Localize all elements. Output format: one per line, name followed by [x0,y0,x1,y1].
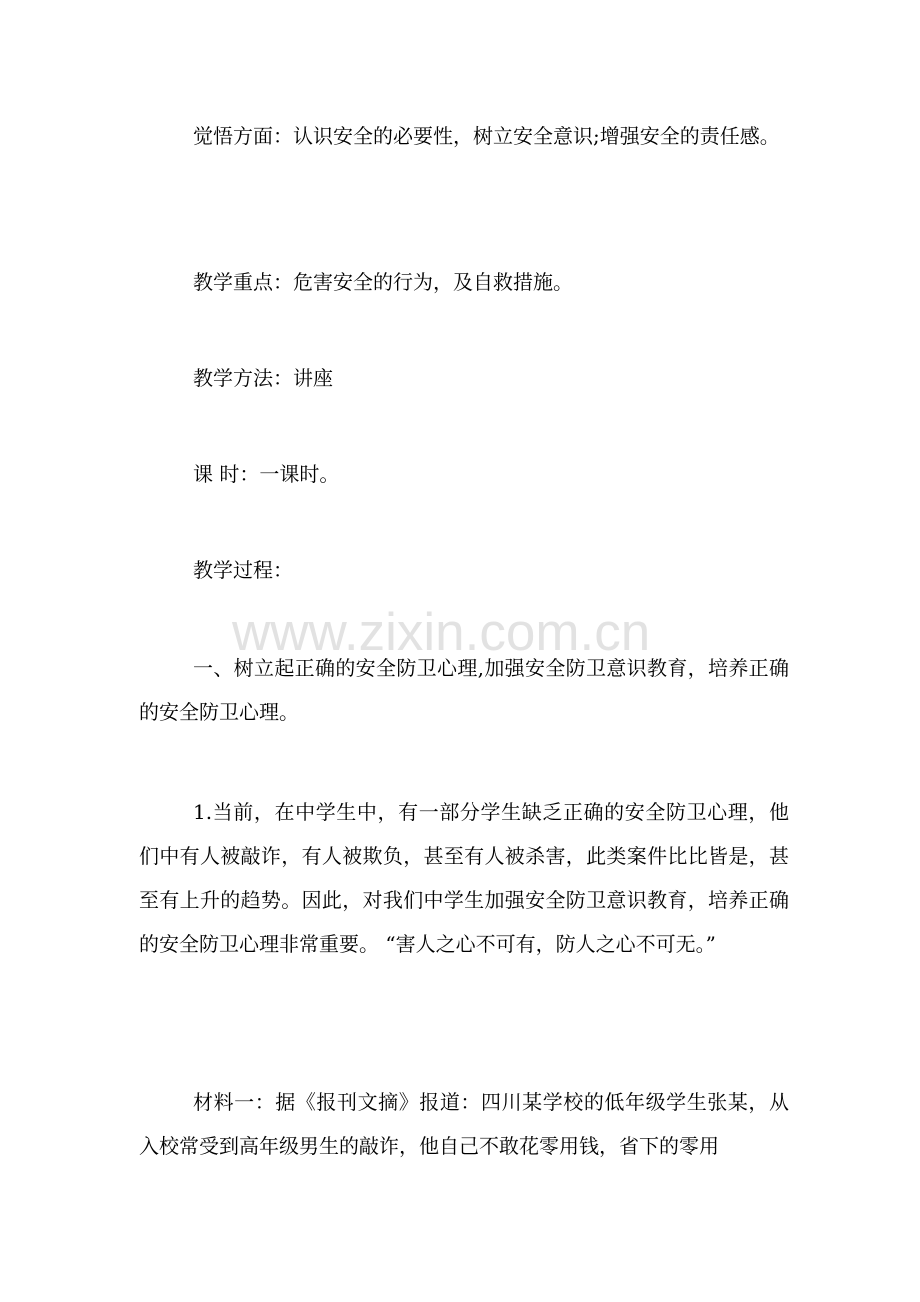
paragraph-teaching-process: 教学过程： [193,558,293,582]
paragraph-teaching-method: 教学方法：讲座 [193,366,333,390]
paragraph-awareness: 觉悟方面：认识安全的必要性，树立安全意识;增强安全的责任感。 [193,124,780,148]
paragraph-material-one: 材料一：据《报刊文摘》报道：四川某学校的低年级学生张某，从入校常受到高年级男生的敲诈，他自己不敢花零用钱，省下的零用 [139,1090,789,1158]
paragraph-section-one: 一、树立起正确的安全防卫心理,加强安全防卫意识教育，培养正确的安全防卫心理。 [139,656,789,724]
paragraph-key-points: 教学重点：危害安全的行为，及自救措施。 [193,270,573,294]
paragraph-item-one: 1.当前，在中学生中，有一部分学生缺乏正确的安全防卫心理，他们中有人被敲诈，有人被欺负，甚至有人被杀害，此类案件比比皆是，甚至有上升的趋势。因此，对我们中学生加强安全防卫意识教育，培养正确的安全防卫心理非常重要。 “害人之心不可有，防人之心不可无。” [139,800,789,956]
paragraph-class-hours: 课 时：一课时。 [193,462,340,486]
watermark: www.zixin.com.cn [232,603,651,662]
